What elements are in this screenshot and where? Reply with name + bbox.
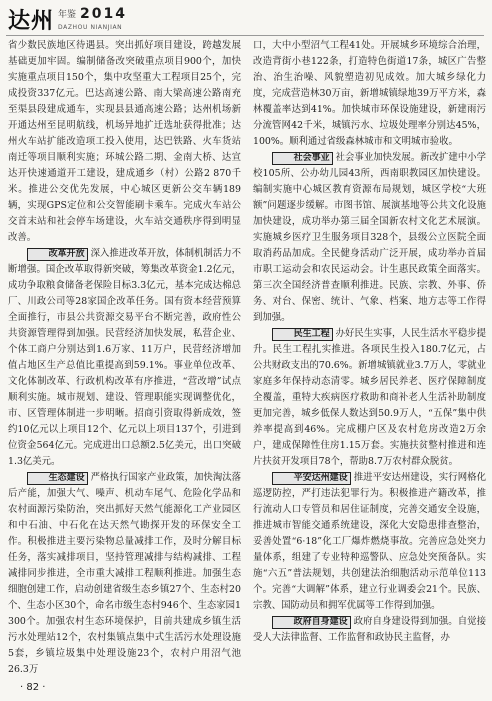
section-livelihood: [253, 326, 486, 470]
paragraph: 口，大中小型沼气工程41处。开展城乡环境综合治理，改造背街小巷122条，打造特色街道17条，城区广告整治、治生治噪、风貌塑造初见成效。加大城乡绿化力度，完成营造林30万亩，新增城镇绿地39万平方米，森林覆盖率达到41%。加快城市环保设施建设，新建雨污分流管网42千米，城镇污水、垃圾处理率分别达45%，100%。顺利通过省级森林城市和文明城市验收。: [253, 40, 486, 147]
section-ecology: [8, 470, 241, 678]
section-tag: 生态建设: [27, 472, 88, 485]
yearbook-subtitle: 年鉴: [58, 10, 77, 20]
paragraph-text: 政府自身建设得到加强。自觉接受人大法律监督、工作监督和政协民主监督，办: [253, 616, 486, 643]
paragraph-text: 严格执行国家产业政策，加快淘汰落后产能，加强大气、噪声、机动车尾气、危险化学品和农村面源污染防治，突出抓好天然气能源化工产业园区和中石油、中石化在达天然气勘探开发的环保安全工作。积极推进主要污染物总量减排工作，及时分解目标任务，落实减排项目，坚持管理减排与结构减排、工程减排同步推进，全市重大减排工程顺利推进。加强生态细胞创建工作，启动创建省级生态乡镇27个、生态村20个、生态小区30个，命名市级生态村946个、生态家园1 300个。加强农村生态环境保护，目前共建成乡镇生活污水处理站12个，农村集镇点集中式生活污水处理设施5套，乡镇垃圾集中处理设施23个，农村户用沼气池26.3万: [8, 472, 241, 675]
yearbook-title: 达州: [8, 9, 55, 34]
section-reform: [8, 246, 241, 470]
yearbook-year: 2014: [80, 6, 127, 22]
right-column: [253, 38, 486, 646]
section-government: [253, 614, 486, 646]
paragraph: 省少数民族地区待遇县。突出抓好项目建设，跨越发展基础更加牢固。编制储备改突破重点项目900个，加快实施重点项目150个，集中攻坚重大工程项目25个，完成投资337亿元。巴达高速公路、南大梁高速公路南充至渠县段建成通车，实现县县通高速公路；达州机场新开通达州至昆明航线，机场异地扩迁选址获得批准；达州火车站扩能改造项工投入使用，达巴铁路、火车货站南迁等项目顺利实施；环城公路二期、金南大桥、达宣达开快速通道开工建设，建成通乡（村）公路2 870千米。推进公交优先发展，中心城区更新公交车辆189辆，实现GPS定位和公交智能刷卡乘车。完成火车站公交首末站和社会停车场建设，火车站交通秩序得到明显改善。: [8, 40, 241, 243]
left-column: [8, 38, 241, 678]
section-tag: 民生工程: [272, 328, 333, 341]
section-tag: 平安达州建设: [272, 472, 351, 485]
section-tag: 政府自身建设: [272, 616, 351, 629]
header-rule: [6, 35, 484, 36]
section-tag: 改革开放: [27, 248, 88, 261]
page-number: · 82 ·: [20, 682, 46, 693]
section-safety: [253, 470, 486, 614]
paragraph-text: 社会事业加快发展。新改扩建中小学校105所、公办幼儿园43所，西南职教园区加快建设。编制实施中心城区教育资源布局规划，城区学校“大班额”问题逐步缓解。市图书馆、展演基地等公共文化设施加快建设，成功举办第三届全国新农村文化艺术展演。实施城乡医疗卫生服务项目328个，县级公立医院全面取消药品加成。全民健身活动广泛开展，成功举办首届市职工运动会和农民运动会。计生惠民政策全面落实。第三次全国经济普查顺利推进。民族、宗教、外事、侨务、对台、保密、统计、气象、档案、地方志等工作得到加强。: [253, 152, 486, 323]
yearbook-subtitle-en: DAZHOU NIANJIAN: [58, 24, 123, 31]
section-tag: 社会事业: [272, 152, 333, 165]
paragraph-text: 推进平安达州建设，实行网格化巡逻防控，严打违法犯罪行为。积极推进产籍改革，推行流动人口专管员和居住证制度，完善交通安全设施，推进城市智能交通系统建设，深化大安隐患排查整治，妥善处置“6·18”化工厂爆炸燃烧事故。完善应急处突力量体系，组建了专业特种巡警队、应急处突预备队。实施“六五”普法规划，共创建法治细胞活动示范单位113个。完善“大调解”体系，建立行业调委会21个。民族、宗教、国防动员和拥军优属等工作得到加强。: [253, 472, 486, 611]
paragraph-text: 办好民生实事，人民生活水平稳步提升。民生工程扎实推进。各项民生投入180.7亿元，占公共财政支出的70.6%。新增城镇就业3.7万人，零就业家庭多年保持动态清零。城乡居民养老、医疗保障制度全覆盖，重特大疾病医疗救助和商补老人生活补助制度更加完善，城乡低保人数达到50.9万人，“五保”集中供养率提高到46%。完成棚户区及农村危房改造2万余户，建成保障性住房1.15万套。实施扶贫整村推进和连片扶贫开发项目78个，帮助8.7万农村群众脱贫。: [253, 328, 486, 467]
section-social: [253, 150, 486, 326]
paragraph-text: 深入推进改革开放，体制机制活力不断增强。国企改革取得新突破，筹集改革资金1.2亿元，成功争取粮食储备老保险目标3.3亿元，基本完成达棉总厂、川政公司等28家国企改革任务。国有资本经营预算全面推行，市县公共资源交易平台不断完善，政府性公共资源管理得到加强。民营经济加快发展，私营企业、个体工商户分别达到1.6万家、11万户，民营经济增加值占地区生产总值比重提高到59.1%。事业单位改革、文化体制改革、行政机构改革有序推进，“营改增”试点顺利实施。城市规划、建设、管理职能实现调整优化，市、区管理体制进一步明晰。招商引资取得新成效，签约10亿元以上项目12个、亿元以上项目137个，引进到位资金564亿元。完成进出口总额2.5亿美元，出口突破1.3亿美元。: [8, 248, 241, 467]
